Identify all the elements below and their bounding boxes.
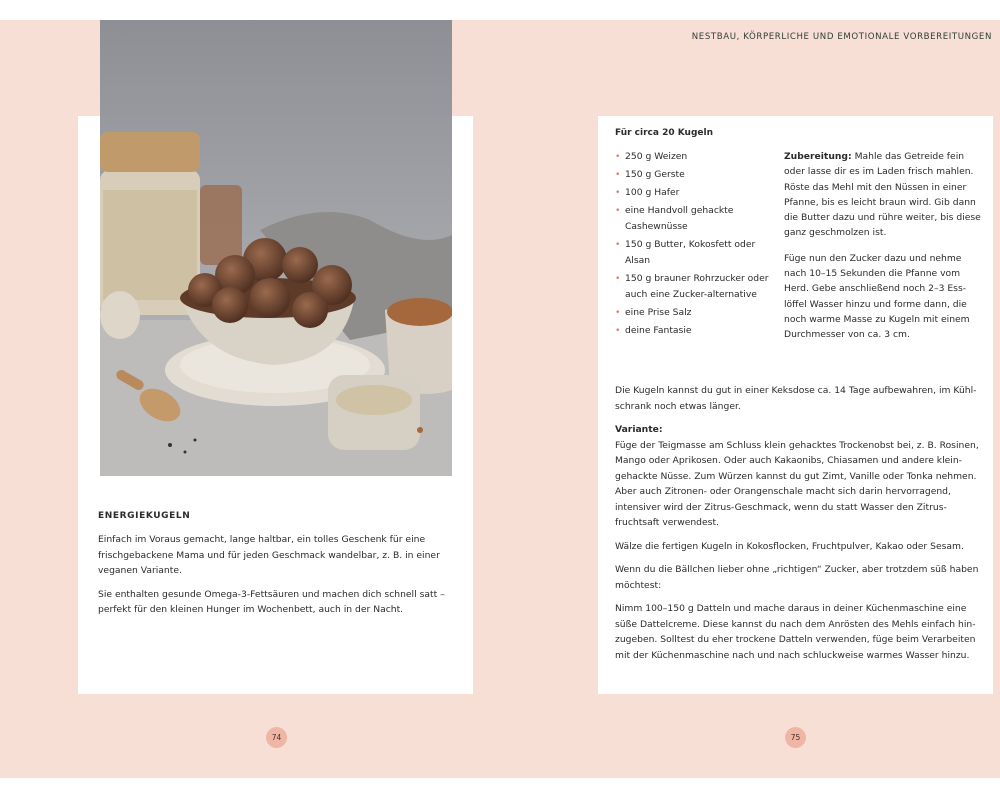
variant-text: Füge der Teigmasse am Schluss klein gehacktes Trockenobst bei, z. B. Rosinen, Mango oder Aprikosen. Oder auch Kakaonibs, Chiasamen und andere klein-gehackte Nüsse. Zum Würzen kannst du gut Zimt, Vanille oder Tonka nehmen. Aber auch Zitronen- oder Orangenschale macht sich darin hervorragend, intensiver wird der Zitrus-Geschmack, wenn du statt Wasser den Zitrus-fruchtsaft verwendest. — [615, 439, 979, 528]
variant-paragraph — [615, 422, 985, 531]
ingredient-item: • 100 g Hafer — [615, 185, 775, 201]
dates-note: Nimm 100–150 g Datteln und mache daraus in deiner Küchenmaschine eine süße Dattelcreme. Diese kannst du nach dem Anrösten des Mehls einfach hin-zugeben. Solltest du eher trockene Datteln verwenden, füge beim Verarbeiten mit der Küchenmaschine nach und nach schluckweise warmes Wasser hinzu. — [615, 603, 976, 661]
preparation-text: Mahle das Getreide fein oder lasse dir es im Laden frisch mahlen. Röste das Mehl mit den Nüssen in einer Pfanne, bis es leicht braun wird. Gib dann die Butter dazu und rühre weiter, bis diese ganz geschmolzen ist. — [784, 151, 981, 239]
preparation-paragraph — [784, 149, 984, 241]
intro-paragraph: Sie enthalten gesunde Omega-3-Fettsäuren und machen dich schnell satt – perfekt für den kleinen Hunger im Wochenbett, auch in der Nacht. — [98, 588, 445, 615]
servings-heading: Für circa 20 Kugeln — [615, 128, 713, 138]
ingredient-item: • 150 g brauner Rohrzucker oder auch eine Zucker-alternative — [615, 271, 775, 303]
ingredient-item: • deine Fantasie — [615, 323, 775, 339]
preparation-block — [784, 149, 984, 353]
ingredient-item: • 150 g Gerste — [615, 167, 775, 183]
no-sugar-note: Wenn du die Bällchen lieber ohne „richtigen“ Zucker, aber trotzdem süß haben möchtest: — [615, 564, 979, 591]
recipe-intro — [98, 532, 458, 626]
ingredient-item: • 250 g Weizen — [615, 149, 775, 165]
running-header: NESTBAU, KÖRPERLICHE UND EMOTIONALE VORBEREITUNGEN — [691, 32, 992, 42]
variant-label: Variante: — [615, 424, 663, 435]
recipe-notes — [615, 383, 985, 671]
energy-balls-photo — [100, 20, 452, 476]
coating-note: Wälze die fertigen Kugeln in Kokosflocken, Fruchtpulver, Kakao oder Sesam. — [615, 540, 964, 552]
page-number-right: 75 — [785, 727, 806, 748]
preparation-paragraph-2: Füge nun den Zucker dazu und nehme nach 10–15 Sekunden die Pfanne vom Herd. Gebe anschließend noch 2–3 Ess-löffel Wasser hinzu und forme dann, die noch warme Masse zu Kugeln mit einem Durchmesser von ca. 3 cm. — [784, 252, 970, 341]
ingredient-item: • 150 g Butter, Kokosfett oder Alsan — [615, 237, 775, 269]
storage-note: Die Kugeln kannst du gut in einer Keksdose ca. 14 Tage aufbewahren, im Kühl-schrank noch etwas länger. — [615, 385, 977, 412]
recipe-title: ENERGIEKUGELN — [98, 511, 191, 521]
ingredient-list — [615, 149, 775, 341]
intro-paragraph: Einfach im Voraus gemacht, lange haltbar, ein tolles Geschenk für eine frischgebackene Mama und für jeden Geschmack wandelbar, z. B. in einer veganen Variante. — [98, 534, 440, 576]
preparation-label: Zubereitung: — [784, 151, 852, 162]
page-number-left: 74 — [266, 727, 287, 748]
ingredient-item: • eine Handvoll gehackte Cashewnüsse — [615, 203, 775, 235]
ingredient-item: • eine Prise Salz — [615, 305, 775, 321]
